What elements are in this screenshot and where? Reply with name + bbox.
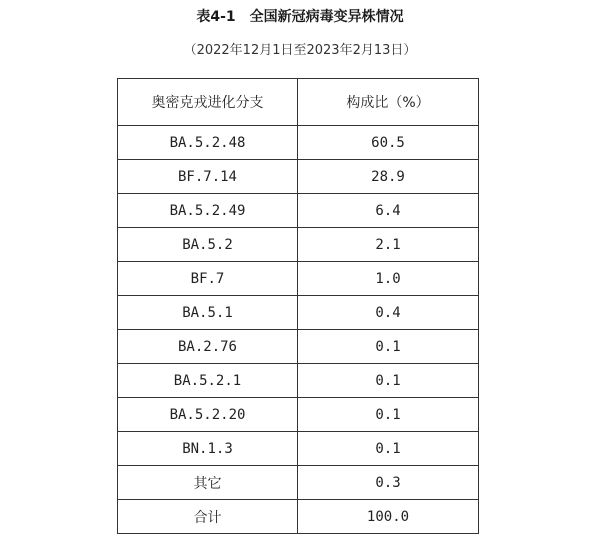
table-row bbox=[118, 160, 479, 194]
ratio-cell: 28.9 bbox=[298, 160, 479, 194]
table-title: 表4-1 全国新冠病毒变异株情况 bbox=[196, 9, 404, 25]
branch-cell: BF.7.14 bbox=[118, 160, 298, 194]
ratio-cell: 0.1 bbox=[298, 432, 479, 466]
ratio-cell: 0.1 bbox=[298, 364, 479, 398]
ratio-cell: 0.3 bbox=[298, 466, 479, 500]
branch-cell-total: 合计 bbox=[118, 500, 298, 534]
branch-cell: BA.5.2.49 bbox=[118, 194, 298, 228]
table-row bbox=[118, 330, 479, 364]
header-branch: 奥密克戎进化分支 bbox=[118, 79, 298, 126]
table-row bbox=[118, 466, 479, 500]
branch-cell: BA.2.76 bbox=[118, 330, 298, 364]
table-row bbox=[118, 126, 479, 160]
ratio-cell: 2.1 bbox=[298, 228, 479, 262]
branch-cell: BF.7 bbox=[118, 262, 298, 296]
table-row bbox=[118, 432, 479, 466]
branch-cell: BA.5.1 bbox=[118, 296, 298, 330]
table-header-row bbox=[118, 79, 479, 126]
table-subtitle: （2022年12月1日至2023年2月13日） bbox=[183, 43, 417, 58]
ratio-cell: 60.5 bbox=[298, 126, 479, 160]
branch-cell: BA.5.2.48 bbox=[118, 126, 298, 160]
header-ratio: 构成比（%） bbox=[298, 79, 479, 126]
branch-cell: BA.5.2.1 bbox=[118, 364, 298, 398]
ratio-cell: 0.1 bbox=[298, 330, 479, 364]
branch-cell-other: 其它 bbox=[118, 466, 298, 500]
ratio-cell: 6.4 bbox=[298, 194, 479, 228]
ratio-cell-total: 100.0 bbox=[298, 500, 479, 534]
table-row bbox=[118, 398, 479, 432]
ratio-cell: 0.4 bbox=[298, 296, 479, 330]
table-row bbox=[118, 194, 479, 228]
table-total-row bbox=[118, 500, 479, 534]
branch-cell: BA.5.2.20 bbox=[118, 398, 298, 432]
table-row bbox=[118, 296, 479, 330]
table-row bbox=[118, 364, 479, 398]
ratio-cell: 1.0 bbox=[298, 262, 479, 296]
variant-table bbox=[117, 78, 479, 534]
table-row bbox=[118, 228, 479, 262]
table-row bbox=[118, 262, 479, 296]
branch-cell: BN.1.3 bbox=[118, 432, 298, 466]
branch-cell: BA.5.2 bbox=[118, 228, 298, 262]
ratio-cell: 0.1 bbox=[298, 398, 479, 432]
